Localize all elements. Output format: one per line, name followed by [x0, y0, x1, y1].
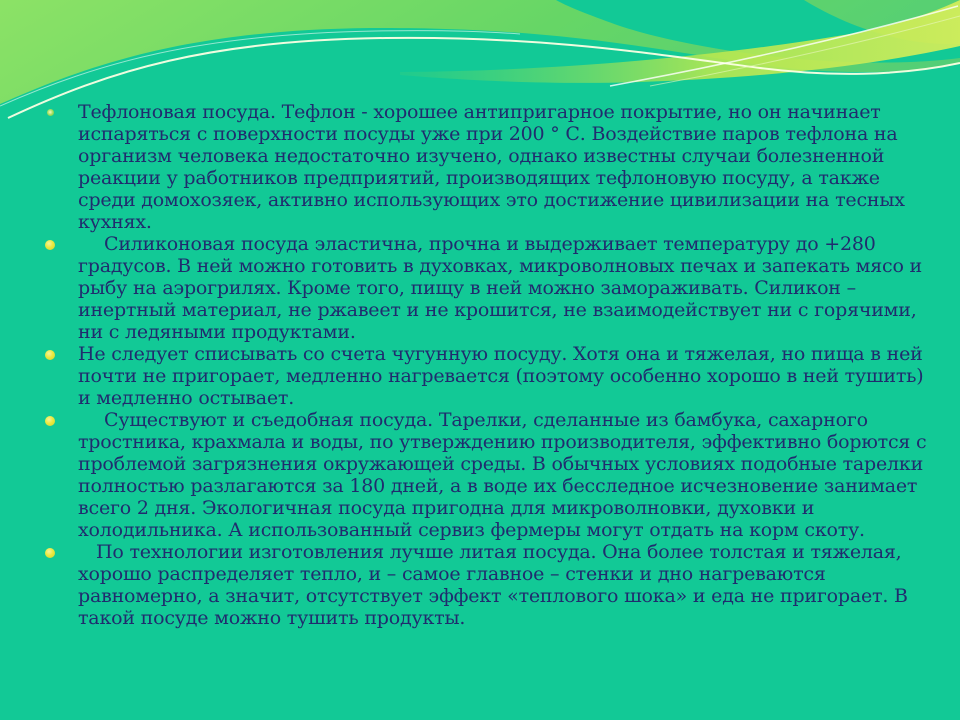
list-item — [36, 409, 930, 541]
bullet-text: Существуют и съедобная посуда. Тарелки, сделанные из бамбука, сахарного тростника, крахмала и воды, по утверждению производителя, эффективно борются с проблемой загрязнения окружающей среды. В обычных условиях подобные тарелки полностью разлагаются за 180 дней, а в воде их бесследное исчезновение занимает всего 2 дня. Экологичная посуда пригодна для микроволновки, духовки и холодильника. А использованный сервиз фермеры могут отдать на корм скоту. — [78, 409, 927, 541]
bullet-icon — [45, 548, 55, 558]
bullet-icon — [45, 240, 55, 250]
list-item — [36, 541, 930, 629]
bullet-text: Тефлоновая посуда. Тефлон - хорошее антипригарное покрытие, но он начинает испаряться с поверхности посуды уже при 200 ° С. Воздействие паров тефлона на организм человека недостаточно изучено, однако известны случаи болезненной реакции у работников предприятий, производящих тефлоновую посуду, а также среди домохозяек, активно использующих это достижение цивилизации на тесных кухнях. — [78, 101, 905, 233]
bullet-icon — [45, 350, 55, 360]
list-item — [36, 101, 930, 233]
bullet-icon — [47, 109, 54, 116]
list-item — [36, 343, 930, 409]
bullet-icon — [45, 416, 55, 426]
bullet-text: По технологии изготовления лучше литая посуда. Она более толстая и тяжелая, хорошо распределяет тепло, и – самое главное – стенки и дно нагреваются равномерно, а значит, отсутствует эффект «теплового шока» и еда не пригорает. В такой посуде можно тушить продукты. — [78, 541, 908, 629]
bullet-list — [36, 101, 930, 629]
bullet-text: Не следует списывать со счета чугунную посуду. Хотя она и тяжелая, но пища в ней почти не пригорает, медленно нагревается (поэтому особенно хорошо в ней тушить) и медленно остывает. — [78, 343, 924, 409]
bullet-text: Силиконовая посуда эластична, прочна и выдерживает температуру до +280 градусов. В ней можно готовить в духовках, микроволновых печах и запекать мясо и рыбу на аэрогрилях. Кроме того, пищу в ней можно замораживать. Силикон – инертный материал, не ржавеет и не крошится, не взаимодействует ни с горячими, ни с ледяными продуктами. — [78, 233, 922, 343]
list-item — [36, 233, 930, 343]
